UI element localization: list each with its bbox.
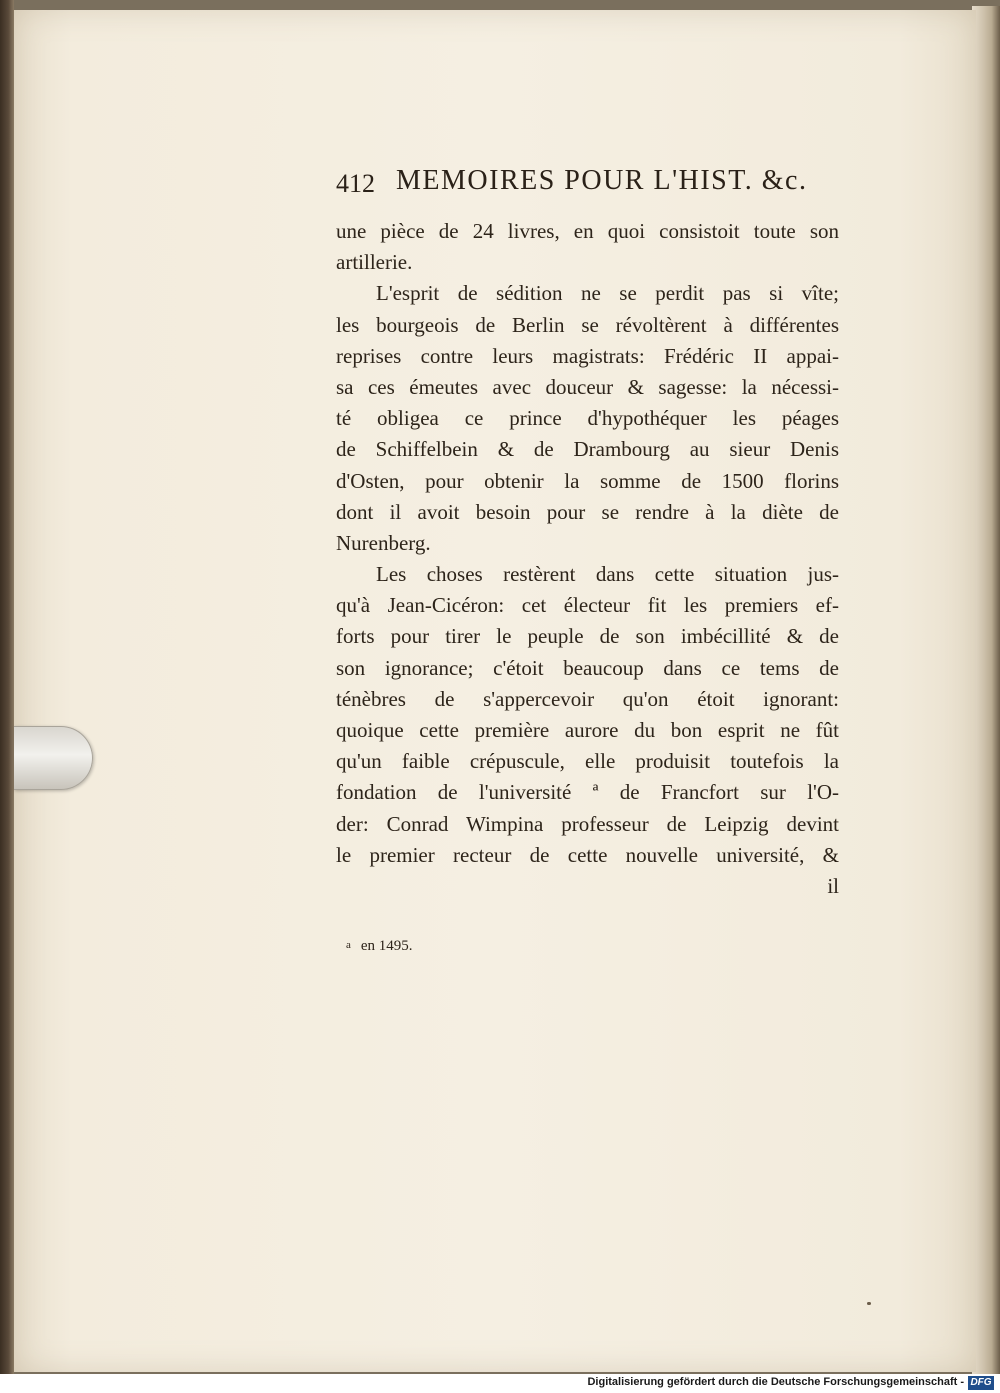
page-header — [336, 165, 806, 201]
catchword: il — [827, 873, 839, 898]
text-line: son ignorance; c'étoit beaucoup dans ce tems de — [336, 655, 839, 680]
text-line: der: Conrad Wimpina professeur de Leipzig devint — [336, 811, 839, 836]
text-line: de Schiffelbein & de Drambourg au sieur Denis — [336, 437, 839, 462]
text-line: qu'un faible crépuscule, elle produisit toutefois la — [336, 749, 839, 774]
text-line: sa ces émeutes avec douceur & sagesse: la nécessi- — [336, 374, 839, 399]
text-line: dont il avoit besoin pour se rendre à la diète de — [336, 499, 839, 524]
text-line: qu'à Jean-Cicéron: cet électeur fit les premiers ef- — [336, 593, 839, 618]
body-text — [336, 216, 839, 902]
bookmark-tab — [14, 726, 93, 790]
dfg-logo: DFG — [968, 1376, 994, 1390]
text-line: artillerie. — [336, 250, 413, 275]
text-line: ténèbres de s'appercevoir qu'on étoit ignorant: — [336, 686, 839, 711]
scan-background-left — [0, 0, 14, 1393]
footnote-text: en 1495. — [360, 938, 413, 954]
text-line: les bourgeois de Berlin se révoltèrent à différentes — [336, 312, 839, 337]
text-line: forts pour tirer le peuple de son imbécillité & de — [336, 624, 839, 649]
text-line: d'Osten, pour obtenir la somme de 1500 florins — [336, 468, 839, 493]
text-line: té obligea ce prince d'hypothéquer les péages — [336, 406, 839, 431]
page-stack-edge — [972, 6, 1000, 1374]
footnote — [346, 938, 413, 955]
text-line: quoique cette première aurore du bon esprit ne fût — [336, 718, 839, 742]
page-number: 412 — [336, 169, 375, 198]
text-line: le premier recteur de cette nouvelle université, & — [336, 842, 839, 867]
footnote-mark: a — [346, 939, 351, 951]
text-line: reprises contre leurs magistrats: Frédéric II appai- — [336, 343, 839, 368]
text-line: une pièce de 24 livres, en quoi consistoit toute son — [336, 219, 839, 243]
digitization-credit: Digitalisierung gefördert durch die Deutsche Forschungsgemeinschaft - — [587, 1376, 964, 1388]
running-title: MEMOIRES POUR L'HIST. &c. — [396, 165, 808, 196]
paper-speck — [867, 1302, 871, 1305]
text-line: L'esprit de sédition ne se perdit pas si vîte; — [376, 281, 839, 306]
text-line: Les choses restèrent dans cette situation jus- — [376, 562, 839, 587]
text-line: fondation de l'université ª de Francfort sur l'O- — [336, 780, 839, 805]
text-line: Nurenberg. — [336, 530, 431, 555]
